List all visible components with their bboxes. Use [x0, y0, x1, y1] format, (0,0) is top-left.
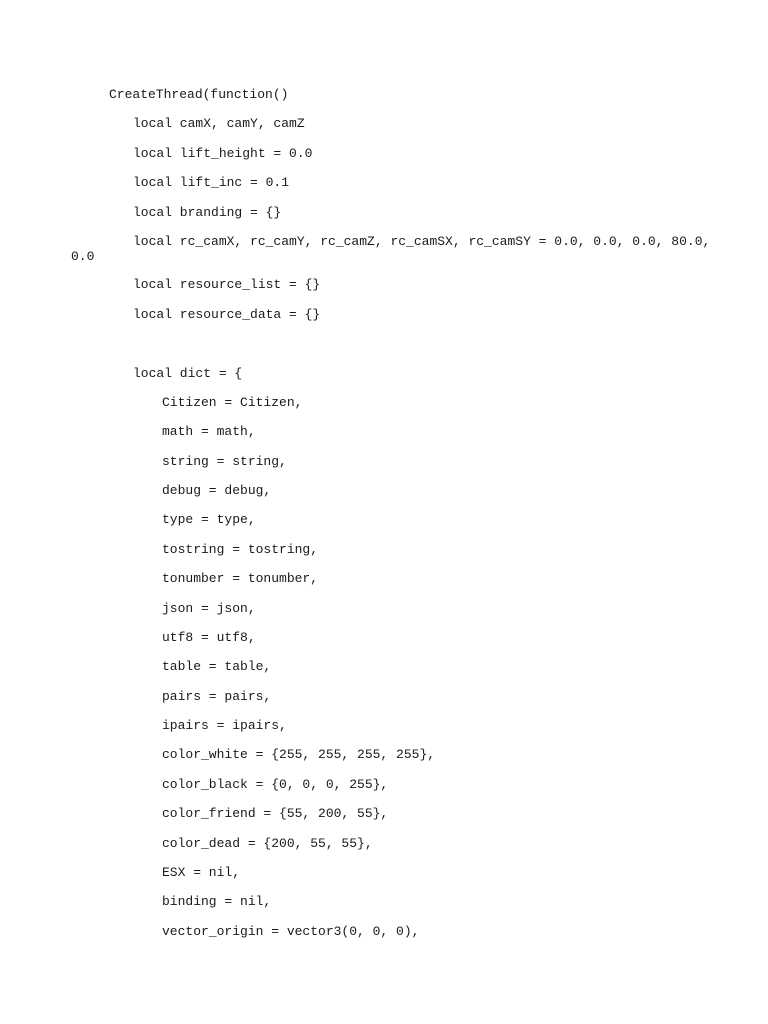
code-line: tostring = tostring, [162, 542, 319, 557]
code-line: table = table, [162, 659, 272, 674]
code-line: local rc_camX, rc_camY, rc_camZ, rc_camSX, rc_camSY = 0.0, 0.0, 0.0, 80.0, [133, 234, 711, 249]
code-line: color_friend = {55, 200, 55}, [162, 806, 389, 821]
code-line: local lift_height = 0.0 [133, 146, 313, 161]
code-line: local dict = { [133, 366, 243, 381]
code-line: ESX = nil, [162, 865, 241, 880]
code-line: local lift_inc = 0.1 [133, 175, 290, 190]
code-line-continuation: 0.0 [71, 249, 95, 264]
code-line: string = string, [162, 454, 287, 469]
code-line: binding = nil, [162, 894, 272, 909]
code-line: vector_origin = vector3(0, 0, 0), [162, 924, 420, 939]
code-line: color_black = {0, 0, 0, 255}, [162, 777, 389, 792]
code-line: math = math, [162, 424, 256, 439]
code-line: utf8 = utf8, [162, 630, 256, 645]
code-line: ipairs = ipairs, [162, 718, 287, 733]
code-line: type = type, [162, 512, 256, 527]
code-line: local resource_list = {} [133, 277, 321, 292]
code-line: debug = debug, [162, 483, 272, 498]
code-line: local branding = {} [133, 205, 282, 220]
code-line: local resource_data = {} [133, 307, 321, 322]
code-line: Citizen = Citizen, [162, 395, 303, 410]
code-line: json = json, [162, 601, 256, 616]
code-line: pairs = pairs, [162, 689, 272, 704]
code-line: local camX, camY, camZ [133, 116, 305, 131]
code-line: CreateThread(function() [109, 87, 289, 102]
code-line: color_dead = {200, 55, 55}, [162, 836, 373, 851]
code-line: color_white = {255, 255, 255, 255}, [162, 747, 436, 762]
code-line: tonumber = tonumber, [162, 571, 319, 586]
